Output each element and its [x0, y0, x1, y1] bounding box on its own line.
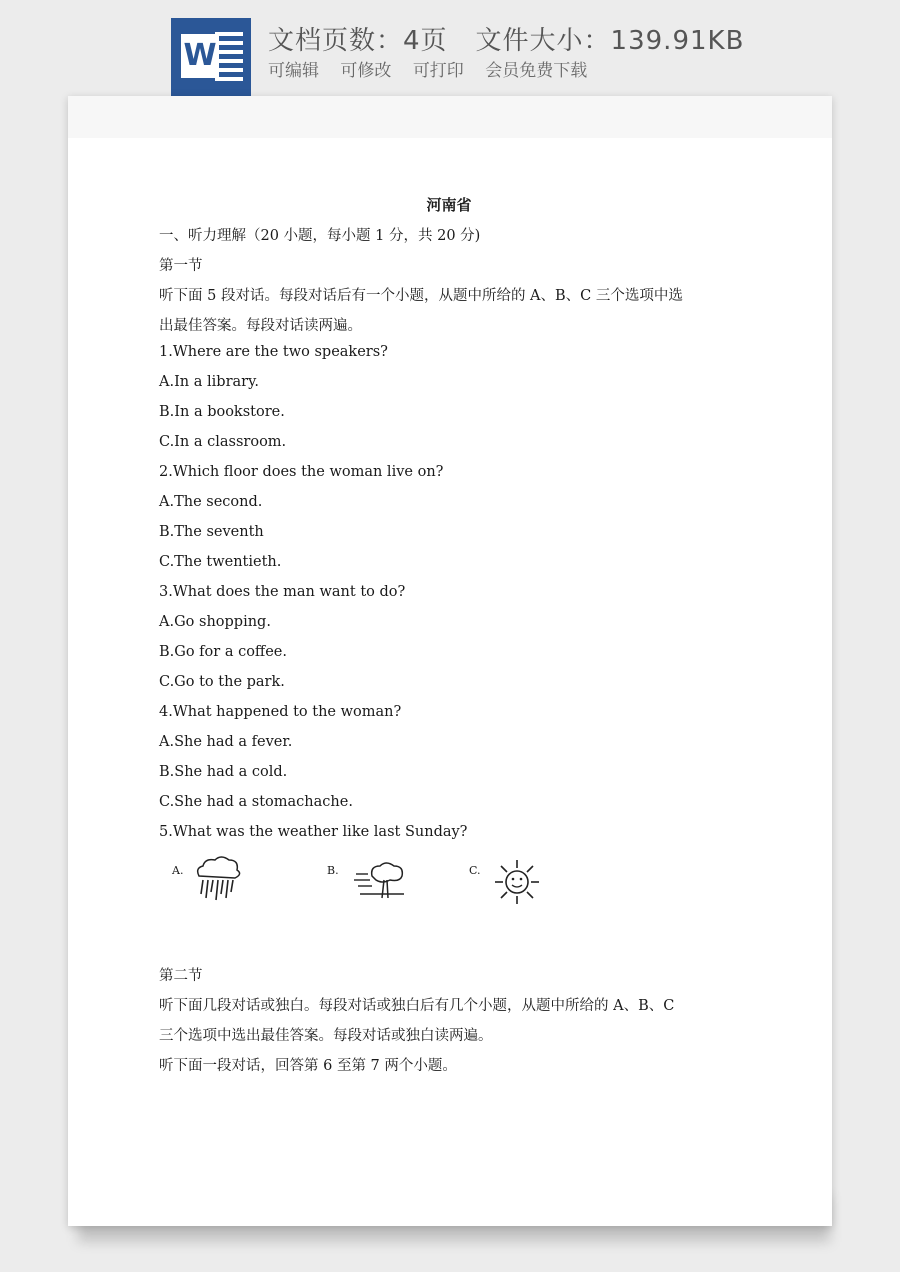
- option-2b: B.The seventh: [159, 524, 264, 540]
- file-info: [268, 20, 744, 57]
- part2-instructions-2: 三个选项中选出最佳答案。每段对话或独白读两遍。: [159, 1028, 493, 1044]
- option-3c: C.Go to the park.: [159, 674, 285, 690]
- rain-cloud-icon: [191, 854, 245, 904]
- question-4: 4.What happened to the woman?: [159, 704, 402, 720]
- file-size: 文件大小：139.91KB: [475, 26, 745, 56]
- question-5: 5.What was the weather like last Sunday?: [159, 824, 468, 840]
- page-top-band: [68, 96, 832, 138]
- feature-printable: 可打印: [412, 61, 464, 81]
- option-1c: C.In a classroom.: [159, 434, 287, 450]
- option-1a: A.In a library.: [159, 374, 259, 390]
- option-5c-label: C.: [469, 864, 481, 877]
- option-5a-label: A.: [172, 864, 184, 877]
- option-4b: B.She had a cold.: [159, 764, 288, 780]
- sun-icon: [493, 858, 541, 906]
- option-2a: A.The second.: [159, 494, 263, 510]
- part2-instructions-1: 听下面几段对话或独白。每段对话或独白后有几个小题，从题中所给的 A、B、C: [159, 998, 675, 1014]
- feature-editable: 可编辑: [268, 61, 319, 81]
- option-4a: A.She had a fever.: [159, 734, 293, 750]
- page-lines-icon: [215, 32, 243, 82]
- feature-list: [268, 56, 597, 81]
- doc-title: 河南省: [426, 196, 472, 214]
- feature-member-download: 会员免费下载: [485, 61, 588, 81]
- option-1b: B.In a bookstore.: [159, 404, 285, 420]
- question-3: 3.What does the man want to do?: [159, 584, 406, 600]
- part1-heading: 第一节: [159, 258, 203, 274]
- option-2c: C.The twentieth.: [159, 554, 282, 570]
- part1-instructions-2: 出最佳答案。每段对话读两遍。: [159, 318, 362, 334]
- download-banner: [0, 0, 900, 96]
- question-1: 1.Where are the two speakers?: [159, 344, 388, 360]
- question-2: 2.Which floor does the woman live on?: [159, 464, 444, 480]
- part2-heading: 第二节: [159, 968, 203, 984]
- option-3b: B.Go for a coffee.: [159, 644, 288, 660]
- part1-instructions-1: 听下面 5 段对话。每段对话后有一个小题，从题中所给的 A、B、C 三个选项中选: [159, 288, 683, 304]
- section-heading: 一、听力理解（20 小题，每小题 1 分，共 20 分): [159, 228, 481, 244]
- windy-tree-icon: [354, 858, 410, 904]
- page-count: 文档页数：4页: [268, 26, 448, 56]
- word-letter: W: [181, 34, 219, 78]
- option-4c: C.She had a stomachache.: [159, 794, 353, 810]
- part2-instructions-3: 听下面一段对话，回答第 6 至第 7 两个小题。: [159, 1058, 457, 1074]
- option-3a: A.Go shopping.: [159, 614, 271, 630]
- option-5b-label: B.: [327, 864, 339, 877]
- document-page: [68, 96, 832, 1226]
- feature-modifiable: 可修改: [340, 61, 392, 81]
- word-logo-icon: [171, 18, 251, 96]
